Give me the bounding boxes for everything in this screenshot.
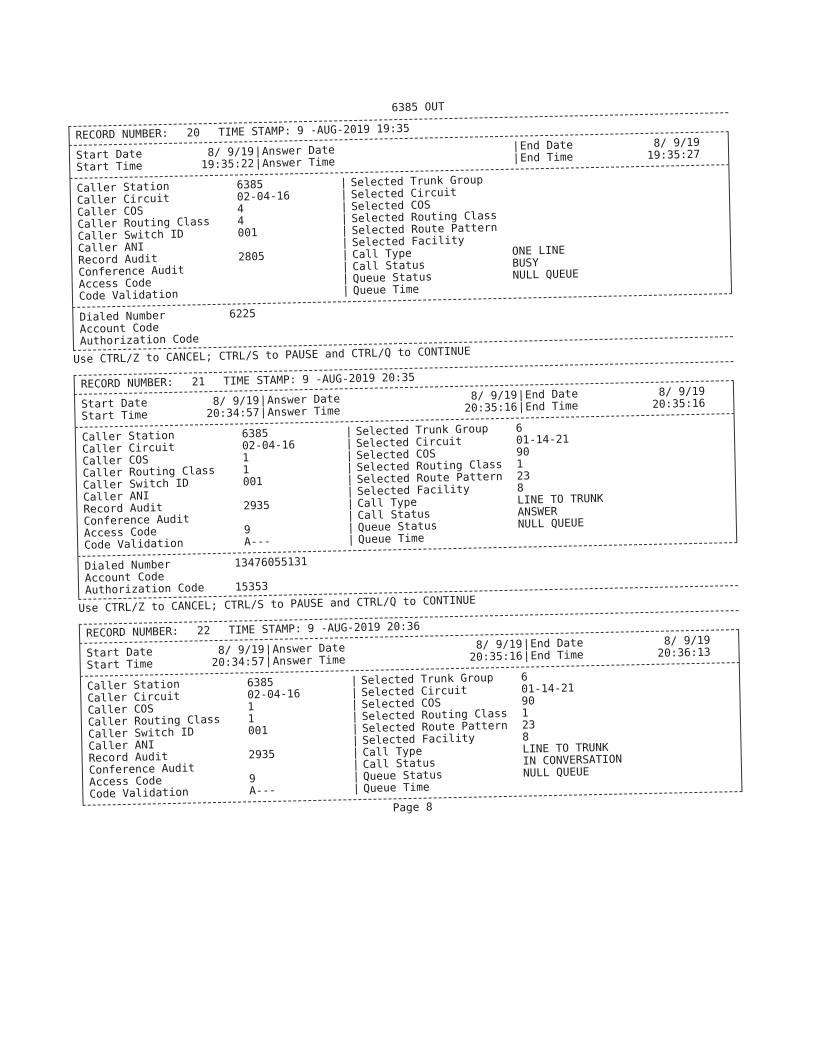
account-code-label: Account Code <box>79 321 160 336</box>
caller-field-value: 1 <box>242 463 250 477</box>
separator: | <box>351 734 359 748</box>
record-number-value: 22 <box>196 624 211 638</box>
selected-field-value: NULL QUEUE <box>522 765 590 780</box>
selected-field-value: IN CONVERSATION <box>522 752 623 768</box>
caller-field-value: 1 <box>247 700 255 714</box>
caller-field-value: 4 <box>237 214 245 228</box>
record-number-value: 20 <box>186 126 201 140</box>
call-details-block <box>80 663 743 805</box>
end-date-label: End Date <box>530 636 584 651</box>
start-time-value: 20:34:57 <box>211 655 265 670</box>
caller-field-label: Caller ANI <box>83 489 150 504</box>
separator: | <box>517 400 525 414</box>
start-time-label: Start Time <box>76 159 143 174</box>
time-stamp-label: TIME STAMP: <box>228 622 302 637</box>
separator: | <box>352 758 360 772</box>
selected-field-label: Selected Facility <box>351 233 465 250</box>
records-container <box>68 112 742 806</box>
start-date-value: 8/ 9/19 <box>212 394 260 409</box>
time-stamp-value: 9 -AUG-2019 20:35 <box>302 370 416 387</box>
start-date-label: Start Date <box>86 645 153 660</box>
separator: | <box>347 533 355 547</box>
caller-field-label: Conference Audit <box>88 761 195 777</box>
answer-date-value: 8/ 9/19 <box>470 388 518 403</box>
caller-field-label: Record Audit <box>78 252 158 267</box>
selected-field-value: 8 <box>522 730 530 744</box>
answer-time-value <box>412 153 512 167</box>
separator: | <box>522 637 530 651</box>
caller-field-value: A--- <box>243 534 271 549</box>
caller-field-value: 2805 <box>238 249 265 264</box>
caller-field-label: Caller Routing Class <box>82 464 216 480</box>
selected-field-label: Selected Trunk Group <box>350 173 484 190</box>
time-stamp-label: TIME STAMP: <box>218 124 292 139</box>
caller-field-value: 6385 <box>246 675 274 690</box>
caller-field-label: Caller Switch ID <box>77 227 184 243</box>
end-time-value: 20:35:16 <box>652 396 706 411</box>
continue-prompt: Use CTRL/Z to CANCEL; CTRL/S to PAUSE and CTRL/Q to CONTINUE <box>73 344 471 366</box>
separator: | <box>512 151 520 165</box>
selected-field-value: 90 <box>521 694 535 708</box>
separator: | <box>259 405 267 420</box>
start-date-value: 8/ 9/19 <box>217 643 265 657</box>
selected-field-value: ONE LINE <box>511 243 566 258</box>
call-record <box>68 112 733 373</box>
answer-time-value: 20:35:16 <box>464 400 518 415</box>
selected-field-value: 6 <box>515 421 523 435</box>
separator: | <box>341 248 349 262</box>
selected-field-label: Queue Status <box>352 270 433 286</box>
selected-field-value: 1 <box>521 706 529 720</box>
caller-field-label: Caller Circuit <box>87 689 181 705</box>
caller-field-label: Conference Audit <box>83 512 190 528</box>
end-time-value: 20:36:13 <box>657 645 711 660</box>
separator: | <box>517 388 525 402</box>
selected-field-label: Selected Trunk Group <box>360 671 494 687</box>
caller-field-label: Caller Station <box>86 677 180 693</box>
end-date-label: End Date <box>519 138 574 153</box>
caller-field-label: Access Code <box>83 525 157 540</box>
separator: | <box>345 425 353 439</box>
separator: | <box>351 698 359 712</box>
printout-sheet <box>68 94 743 822</box>
call-details-block <box>69 165 732 307</box>
start-time-value: 20:34:57 <box>206 406 260 421</box>
time-stamp-value: 9 -AUG-2019 20:36 <box>307 619 421 636</box>
caller-field-value: 02-04-16 <box>241 438 296 453</box>
separator: | <box>264 642 272 656</box>
answer-time-label: Answer Time <box>262 155 336 170</box>
dialed-number-value: 6225 <box>229 307 256 321</box>
caller-field-value: 02-04-16 <box>236 189 291 204</box>
record-number-value: 21 <box>191 375 206 389</box>
caller-field-label: Caller Circuit <box>82 440 175 456</box>
selected-field-label: Selected Route Pattern <box>356 469 503 487</box>
separator: | <box>345 449 353 463</box>
authorization-code-label: Authorization Code <box>79 332 200 348</box>
separator: | <box>350 674 358 688</box>
selected-field-label: Selected COS <box>361 696 442 711</box>
separator: | <box>523 649 531 663</box>
selected-field-label: Queue Time <box>352 282 420 298</box>
selected-field-value: 23 <box>521 718 536 732</box>
selected-field-value: 01-14-21 <box>515 432 570 447</box>
separator: | <box>346 461 354 475</box>
separator: | <box>341 260 349 274</box>
selected-field-value: LINE TO TRUNK <box>522 740 609 756</box>
separator: | <box>345 437 353 451</box>
answer-time-value: 20:35:16 <box>469 649 523 664</box>
selected-field-label: Queue Status <box>362 768 443 783</box>
caller-field-value: 4 <box>237 202 244 216</box>
selected-field-label: Selected Trunk Group <box>355 422 489 439</box>
answer-date-label: Answer Date <box>267 392 341 407</box>
selected-field-label: Queue Status <box>357 519 438 535</box>
selected-field-label: Selected COS <box>356 447 436 463</box>
selected-field-value <box>513 278 673 293</box>
end-time-label: End Time <box>520 150 574 165</box>
selected-field-value: BUSY <box>512 256 539 270</box>
dialed-number-label: Dialed Number <box>84 557 171 573</box>
answer-date-value: 8/ 9/19 <box>475 637 523 652</box>
call-details-block <box>75 414 738 556</box>
call-record <box>74 361 739 622</box>
selected-field-label: Queue Time <box>363 780 430 795</box>
selected-field-value: NULL QUEUE <box>512 267 579 282</box>
start-date-label: Start Date <box>81 396 148 411</box>
start-date-label: Start Date <box>75 147 143 162</box>
selected-field-value: 23 <box>516 469 531 483</box>
record-number-label: RECORD NUMBER: <box>75 126 169 142</box>
separator: | <box>352 770 360 784</box>
selected-field-label: Queue Time <box>357 531 425 547</box>
caller-field-label: Caller COS <box>77 204 144 219</box>
selected-field-label: Call Status <box>352 258 426 274</box>
separator: | <box>512 139 520 153</box>
start-time-value: 19:35:22 <box>201 157 255 172</box>
selected-field-value: ANSWER <box>517 504 558 519</box>
end-time-value: 19:35:27 <box>646 147 701 162</box>
selected-field-label: Selected COS <box>350 198 431 214</box>
end-date-value: 8/ 9/19 <box>663 633 711 648</box>
caller-field-value: 001 <box>242 475 263 489</box>
caller-field-value: 6385 <box>241 426 269 441</box>
caller-field-value <box>239 285 339 299</box>
selected-field-label: Selected Circuit <box>361 683 468 699</box>
caller-field-value: 2935 <box>248 747 276 762</box>
caller-field-label: Record Audit <box>88 750 169 765</box>
selected-field-label: Selected Facility <box>356 482 470 499</box>
separator: | <box>254 144 262 159</box>
separator: | <box>346 497 354 511</box>
caller-field-label: Caller ANI <box>88 738 155 753</box>
separator: | <box>342 272 350 286</box>
caller-field-label: Caller Circuit <box>76 191 170 207</box>
separator: | <box>346 485 354 499</box>
selected-field-label: Selected Route Pattern <box>361 718 508 735</box>
caller-field-label: Caller Switch ID <box>87 725 195 741</box>
separator: | <box>341 236 349 250</box>
account-code-label: Account Code <box>84 570 165 585</box>
record-number-label: RECORD NUMBER: <box>85 624 179 640</box>
selected-field-label: Selected Circuit <box>350 185 457 202</box>
record-number-label: RECORD NUMBER: <box>80 375 174 391</box>
separator: | <box>265 654 273 668</box>
time-stamp-label: TIME STAMP: <box>223 373 297 388</box>
separator: | <box>352 746 360 760</box>
caller-field-label: Caller Switch ID <box>82 476 189 492</box>
separator: | <box>347 509 355 523</box>
answer-time-label: Answer Time <box>267 404 341 419</box>
end-date-value: 8/ 9/19 <box>658 384 706 399</box>
selected-field-label: Selected Circuit <box>355 434 463 451</box>
separator: | <box>352 782 360 796</box>
separator: | <box>351 722 359 736</box>
caller-field-label: Access Code <box>78 276 152 291</box>
end-time-label: End Time <box>525 399 579 414</box>
caller-field-value: 6385 <box>236 177 264 192</box>
time-stamp-value: 9 -AUG-2019 19:35 <box>296 121 410 138</box>
separator: | <box>340 188 348 202</box>
authorization-code-label: Authorization Code <box>84 581 205 597</box>
caller-field-value: 1 <box>247 712 255 726</box>
caller-field-value: 9 <box>248 772 256 786</box>
call-record <box>79 610 743 806</box>
dialed-number-value: 13476055131 <box>234 555 308 570</box>
caller-field-value: 1 <box>242 451 250 465</box>
selected-field-label: Selected Facility <box>362 731 476 747</box>
caller-field-label: Access Code <box>88 774 163 789</box>
selected-field-value: 1 <box>516 457 524 471</box>
caller-field-value: 2935 <box>243 498 271 513</box>
separator: | <box>259 393 267 408</box>
start-time-label: Start Time <box>86 657 154 672</box>
selected-field-value: 01-14-21 <box>521 681 575 696</box>
end-date-label: End Date <box>524 387 579 402</box>
selected-field-label: Call Status <box>357 507 431 523</box>
separator: | <box>347 521 355 535</box>
caller-field-value: 9 <box>243 523 251 537</box>
selected-field-value: 6 <box>520 670 528 684</box>
selected-field-value: 90 <box>516 445 530 459</box>
selected-field-value: NULL QUEUE <box>517 516 585 531</box>
separator: | <box>351 710 359 724</box>
separator: | <box>346 473 354 487</box>
selected-field-label: Call Type <box>351 246 412 262</box>
caller-field-value: 001 <box>247 723 269 738</box>
separator: | <box>340 212 348 226</box>
caller-field-label: Record Audit <box>83 501 164 516</box>
caller-field-label: Conference Audit <box>78 263 185 279</box>
end-time-label: End Time <box>530 648 584 663</box>
selected-field-label: Selected Route Pattern <box>351 221 498 238</box>
selected-field-label: Selected Routing Class <box>356 457 503 475</box>
caller-field-label: Caller Station <box>81 428 175 444</box>
caller-field-label: Caller COS <box>82 453 149 468</box>
selected-field-value: LINE TO TRUNK <box>517 491 604 507</box>
page-footer: Page 8 <box>392 800 433 815</box>
caller-field-label: Caller Routing Class <box>77 215 210 231</box>
selected-field-label: Selected Routing Class <box>351 209 498 226</box>
separator: | <box>340 200 348 214</box>
separator: | <box>342 284 350 298</box>
selected-field-value <box>523 776 683 791</box>
selected-field-label: Selected Routing Class <box>361 706 508 723</box>
separator: | <box>254 156 262 171</box>
answer-time-label: Answer Time <box>272 653 346 668</box>
selected-field-value <box>518 527 678 542</box>
answer-date-label: Answer Date <box>272 641 346 656</box>
answer-date-label: Answer Date <box>261 143 335 158</box>
separator: | <box>341 224 349 238</box>
caller-field-value: A--- <box>249 783 276 798</box>
caller-field-value: 001 <box>237 226 258 240</box>
page-title: 6385 OUT <box>391 100 445 115</box>
caller-field-label: Code Validation <box>78 287 179 303</box>
selected-field-label: Call Status <box>362 756 436 771</box>
start-time-label: Start Time <box>81 408 148 423</box>
caller-field-label: Caller ANI <box>77 240 145 255</box>
caller-field-label: Caller Routing Class <box>87 712 221 729</box>
caller-field-label: Code Validation <box>89 785 189 801</box>
separator: | <box>340 176 348 190</box>
separator: | <box>350 686 358 700</box>
caller-field-label: Code Validation <box>84 536 184 552</box>
start-date-value: 8/ 9/19 <box>207 145 255 160</box>
selected-field-value: 8 <box>516 481 524 495</box>
end-date-value: 8/ 9/19 <box>653 135 700 150</box>
caller-field-label: Caller COS <box>87 702 154 717</box>
selected-field-label: Call Type <box>357 495 418 511</box>
authorization-code-value: 15353 <box>234 579 269 594</box>
dialed-number-label: Dialed Number <box>79 309 166 324</box>
caller-field-label: Caller Station <box>76 179 170 195</box>
selected-field-label: Call Type <box>362 744 423 759</box>
continue-prompt: Use CTRL/Z to CANCEL; CTRL/S to PAUSE and CTRL/Q to CONTINUE <box>78 593 476 615</box>
caller-field-value: 02-04-16 <box>247 687 301 702</box>
